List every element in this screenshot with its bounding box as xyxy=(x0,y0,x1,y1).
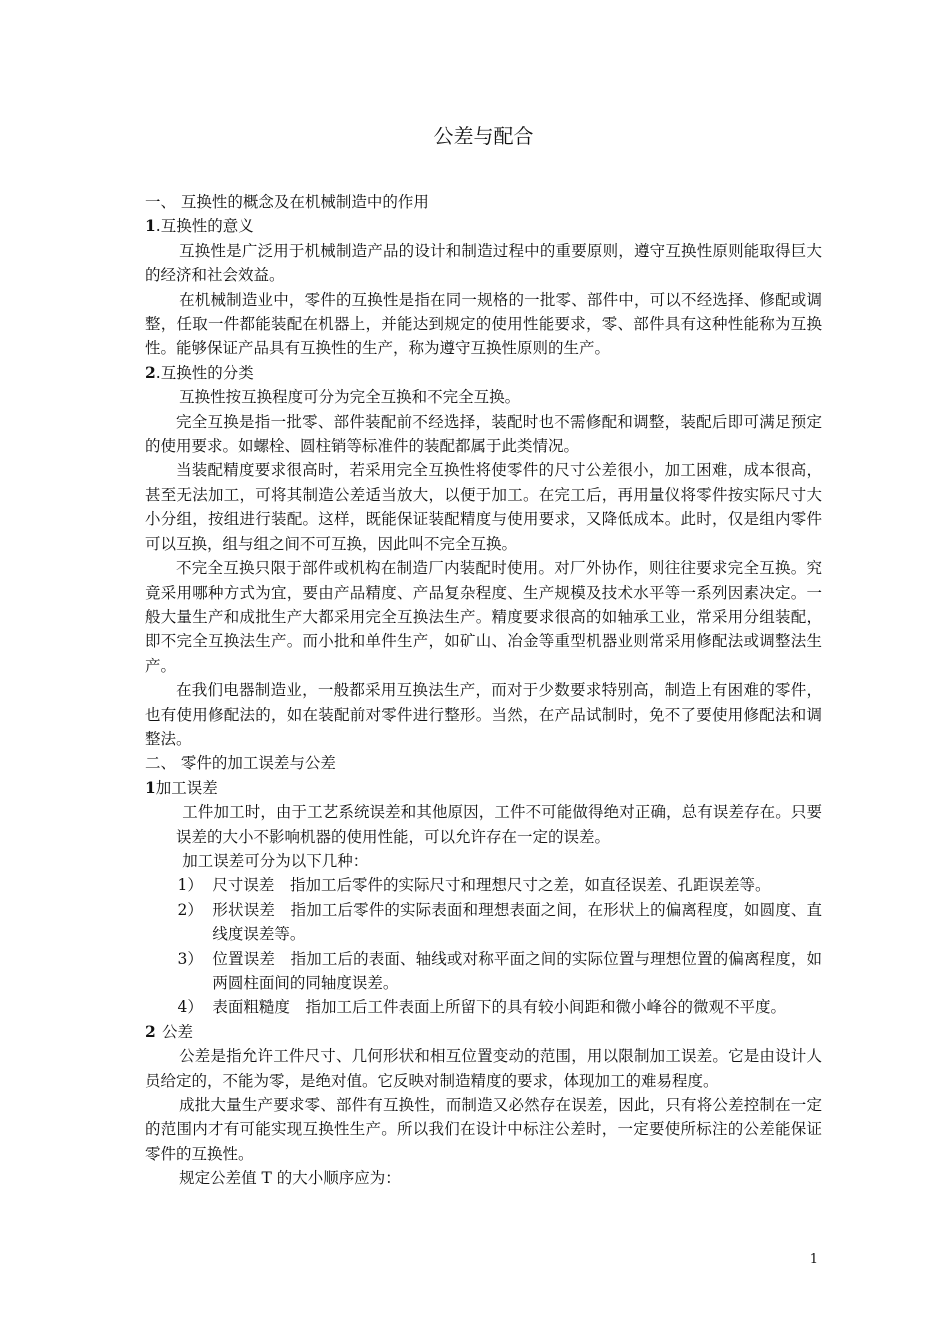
paragraph: 规定公差值 T 的大小顺序应为： xyxy=(179,1169,401,1188)
section-heading-1: 一、 互换性的概念及在机械制造中的作用 xyxy=(145,193,429,211)
section-heading-2: 二、 零件的加工误差与公差 xyxy=(145,754,336,773)
list-item-number: 3） xyxy=(177,949,203,968)
list-item-description: 指加工后零件的实际表面和理想表面之间，在形状上的偏离程度，如圆度、直线度误差等。 xyxy=(212,900,822,944)
list-item-term: 表面粗糙度 xyxy=(212,998,290,1017)
subsection-heading-1-2 xyxy=(145,361,822,385)
paragraph: 完全互换是指一批零、部件装配前不经选择，装配时也不需修配和调整，装配后即可满足预定的使用要求。如螺栓、圆柱销等标准件的装配都属于此类情况。 xyxy=(145,412,822,456)
paragraph: 当装配精度要求很高时，若采用完全互换性将使零件的尺寸公差很小，加工困难，成本很高，甚至无法加工，可将其制造公差适当放大，以便于加工。在完工后，再用量仪将零件按实际尺寸大小分组，按组进行装配。这样，既能保证装配精度与使用要求，又降低成本。此时，仅是组内零件可以互换，组与组之间不可互换，因此叫不完全互换。 xyxy=(145,461,822,553)
paragraph: 在我们电器制造业，一般都采用互换法生产，而对于少数要求特别高，制造上有困难的零件，也有使用修配法的，如在装配前对零件进行整形。当然，在产品试制时，免不了要使用修配法和调整法。 xyxy=(145,681,822,748)
paragraph: 公差是指允许工件尺寸、几何形状和相互位置变动的范围，用以限制加工误差。它是由设计人员给定的，不能为零，是绝对值。它反映对制造精度的要求，体现加工的难易程度。 xyxy=(145,1047,822,1090)
page-number: 1 xyxy=(809,1252,818,1267)
list-item xyxy=(178,947,822,996)
paragraph-block xyxy=(145,849,822,873)
subsection-number: 2 xyxy=(145,1021,156,1041)
paragraph: 成批大量生产要求零、部件有互换性，而制造又必然存在误差，因此，只有将公差控制在一定的范围内才有可能实现互换性生产。所以我们在设计中标注公差时，一定要使所标注的公差能保证零件的互换性。 xyxy=(145,1096,822,1163)
subsection-title: .互换性的分类 xyxy=(155,363,254,382)
subsection-title: .互换性的意义 xyxy=(155,217,254,236)
paragraph-text: 工件加工时，由于工艺系统误差和其他原因，工件不可能做得绝对正确，总有误差存在。只要误差的大小不影响机器的使用性能，可以允许存在一定的误差。 xyxy=(176,803,822,846)
list-item-description: 指加工后的表面、轴线或对称平面之间的实际位置与理想位置的偏离程度，如两圆柱面间的同轴度误差。 xyxy=(212,949,822,992)
subsection-number: 2 xyxy=(145,362,156,382)
list-item-term: 位置误差 xyxy=(212,949,275,968)
list-item-term: 尺寸误差 xyxy=(212,876,275,895)
list-item xyxy=(178,898,822,947)
paragraph: 在机械制造业中，零件的互换性是指在同一规格的一批零、部件中，可以不经选择、修配或调整，任取一件都能装配在机器上，并能达到规定的使用性能要求，零、部件具有这种性能称为互换性。能够保证产品具有互换性的生产，称为遵守互换性原则的生产。 xyxy=(145,290,822,358)
list-item xyxy=(178,995,822,1019)
subsection-heading-2-2 xyxy=(145,1020,822,1044)
subsection-title: 加工误差 xyxy=(155,778,218,797)
paragraph: 互换性是广泛用于机械制造产品的设计和制造过程中的重要原则，遵守互换性原则能取得巨大的经济和社会效益。 xyxy=(145,241,822,285)
list-item-description: 指加工后工件表面上所留下的具有较小间距和微小峰谷的微观不平度。 xyxy=(305,998,786,1017)
error-type-list xyxy=(145,873,822,1019)
subsection-number: 1 xyxy=(145,777,156,797)
list-item xyxy=(178,873,822,897)
list-item-description: 指加工后零件的实际尺寸和理想尺寸之差，如直径误差、孔距误差等。 xyxy=(289,876,771,895)
page-title: 公差与配合 xyxy=(433,124,534,148)
paragraph-text: 加工误差可分为以下几种： xyxy=(182,851,369,870)
subsection-heading-2-1 xyxy=(145,776,822,800)
subsection-number: 1 xyxy=(145,216,156,236)
list-item-number: 1） xyxy=(177,876,203,895)
list-item-term: 形状误差 xyxy=(212,900,275,919)
paragraph-block xyxy=(145,800,822,849)
list-item-number: 2） xyxy=(177,900,203,919)
paragraph: 不完全互换只限于部件或机构在制造厂内装配时使用。对厂外协作，则往往要求完全互换。究竟采用哪种方式为宜，要由产品精度、产品复杂程度、生产规模及技术水平等一系列因素决定。一般大量生产和成批生产大都采用完全互换法生产。精度要求很高的如轴承工业，常采用分组装配，即不完全互换法生产。而小批和单件生产，如矿山、冶金等重型机器业则常采用修配法或调整法生产。 xyxy=(145,559,822,675)
subsection-title: 公差 xyxy=(161,1022,193,1041)
list-item-number: 4） xyxy=(177,998,203,1017)
subsection-heading-1-1 xyxy=(145,214,822,238)
paragraph: 互换性按互换程度可分为完全互换和不完全互换。 xyxy=(179,388,521,407)
